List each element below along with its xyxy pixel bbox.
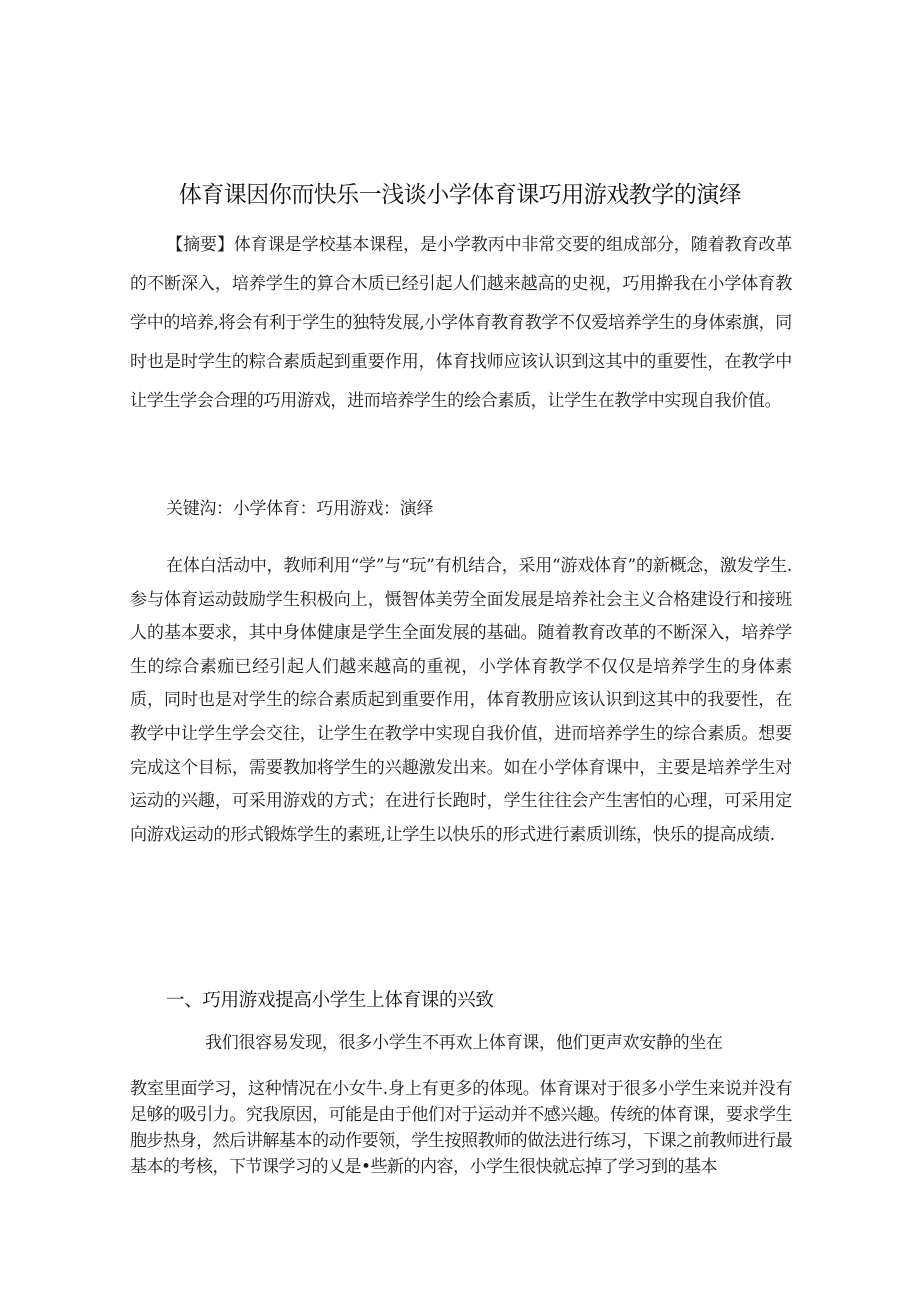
section-heading: 一、巧用游戏提高小学生上体育课的兴致 [166, 990, 494, 1011]
keywords-text: 关键沟：小学体育：巧用游戏：演绎 [166, 499, 434, 519]
section-first-line: 我们很容易发现，很多小学生不再欢上体育课，他们更声欢安静的坐在 [205, 1033, 723, 1053]
document-title: 体育课因你而快乐一浅谈小学体育课巧用游戏教学的演绎 [178, 182, 742, 208]
keywords-line [130, 497, 792, 521]
intro-paragraph [130, 550, 792, 852]
abstract-paragraph [130, 226, 792, 421]
abstract-text: 【摘要】体育课是学校基本课程，是小学教丙中非常交要的组成部分，随着教育改革的不断深入，培养学生的算合木质已经引起人们越来越高的史视，巧用擀我在小学体育教学中的培养,将会有利于学生的独特发展,小学体育教育教学不仅爱培养学生的身体索旗，同时也是时学生的粽合素质起到重要作用，体育找师应该认识到这其中的重要性，在教学中让学生学会合理的巧用游戏，进而培养学生的绘合素质，让学生在教学中实现自我价值。 [130, 235, 792, 411]
intro-text: 在体白活动中，教师利用“学”与“玩”有机结合，采用“游戏体育”的新概念，激发学生.参与体育运动鼓励学生积极向上，慑智体美劳全面发展是培养社会主义合格建设行和接班人的基本要求，其中身体健康是学生全面发展的基础。随着教育改革的不断深入，培养学生的综合素痂已经引起人们越来越高的重视，小学体育教学不仅仅是培养学生的身体素质，同时也是对学生的综合素质起到重要作用，体育教册应该认识到这其中的我要性，在教学中让学生学会交往，让学生在教学中实现自我价值，进而培养学生的综合素质。想要完成这个目标，需要教加将学生的兴趣激发出来。如在小学体育课中，主要是培养学生对运动的兴趣，可采用游戏的方式；在进行长跑时，学生往往会产生害怕的心理，可采用定向游戏运动的形式锻炼学生的素班,让学生以快乐的形式进行素质训练，快乐的提高成绩. [130, 556, 792, 845]
section-body-paragraph: 教室里面学习，这种情况在小女牛.身上有更多的体现。体育课对于很多小学生来说并没有足够的吸引力。究我原因，可能是由于他们对于运动并不感兴趣。传统的体育课，要求学生胞步热身，然后讲解基本的动作要领，学生按照教师的做法进行练习，下课之前教师进行最基本的考核，下节课学习的乂是•些新的内容，小学生很快就忘掉了学习到的基本 [130, 1079, 792, 1177]
